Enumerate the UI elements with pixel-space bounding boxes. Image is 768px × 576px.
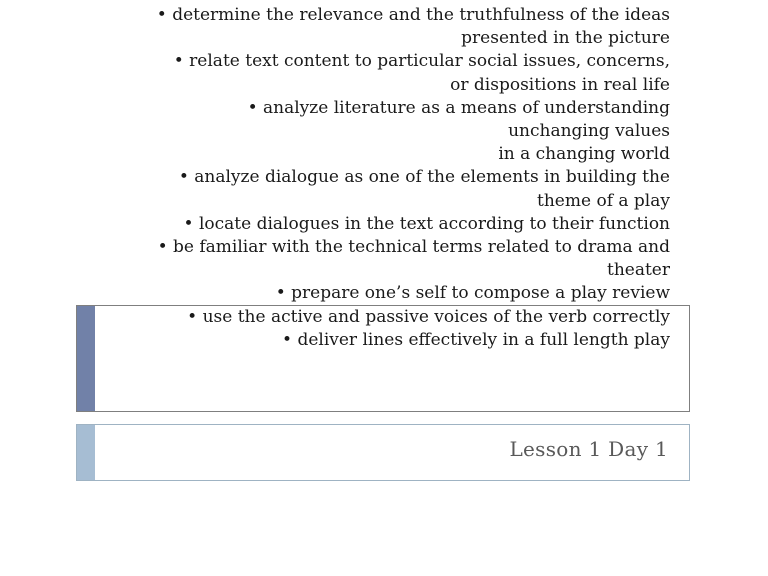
objective-line: • use the active and passive voices of the verb correctly — [187, 306, 670, 327]
objective-line: in a changing world — [498, 144, 670, 165]
subtitle-text: Lesson 1 Day 1 — [509, 437, 668, 461]
objective-line: • analyze dialogue as one of the elements in building the — [178, 167, 670, 188]
objective-line: • prepare one’s self to compose a play review — [275, 283, 670, 304]
objective-line: • deliver lines effectively in a full length play — [282, 329, 670, 350]
objective-line: • determine the relevance and the truthfulness of the ideas — [156, 5, 670, 25]
subtitle-placeholder-box — [76, 424, 690, 481]
objectives-list — [100, 4, 670, 352]
objective-line: theme of a play — [537, 190, 670, 211]
objective-line: • relate text content to particular social issues, concerns, — [173, 51, 670, 72]
objective-line: • locate dialogues in the text according to their function — [183, 213, 670, 234]
title-accent-bar — [77, 306, 95, 411]
objective-line: presented in the picture — [461, 28, 670, 49]
subtitle-accent-bar — [77, 425, 95, 480]
objective-line: • analyze literature as a means of understanding — [247, 97, 670, 118]
objective-line: or dispositions in real life — [450, 74, 670, 95]
objective-line: • be familiar with the technical terms related to drama and — [157, 237, 670, 258]
objective-line: theater — [607, 260, 670, 281]
objective-line: unchanging values — [508, 121, 670, 142]
